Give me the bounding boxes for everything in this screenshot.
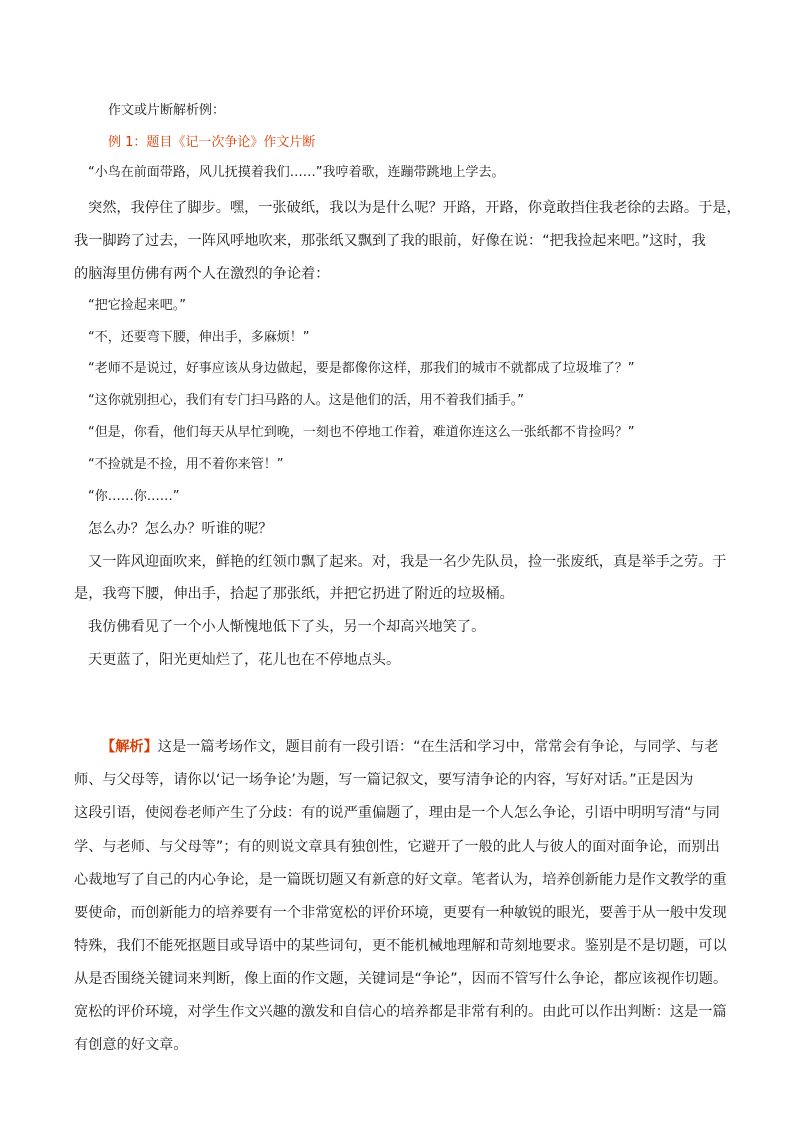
section-heading: 作文或片断解析例：: [108, 103, 226, 118]
story-line: 是，我弯下腰，伸出手，拾起了那张纸，并把它扔进了附近的垃圾桶。: [74, 586, 514, 602]
example-title: 例 1：题目《记一次争论》作文片断: [108, 135, 316, 150]
dialogue-line: “这你就别担心，我们有专门扫马路的人。这是他们的活，用不着我们插手。”: [88, 393, 524, 408]
dialogue-line: “你……你……”: [88, 489, 180, 504]
story-line: 突然，我停住了脚步。嘿，一张破纸，我以为是什么呢？开路，开路，你竟敢挡住我老徐的去路。于是，: [88, 200, 741, 216]
dialogue-line: “把它捡起来吧。”: [88, 298, 186, 313]
dialogue-line: “不捡就是不捡，用不着你来管！”: [88, 457, 284, 472]
analysis-label: 【解析】: [101, 739, 158, 755]
analysis-line: 要使命，而创新能力的培养要有一个非常宽松的评价环境，更要有一种敏锐的眼光，要善于从一般中发现: [74, 905, 727, 921]
story-line: 怎么办？怎么办？听谁的呢？: [88, 521, 273, 537]
story-line: “小鸟在前面带路，风儿抚摸着我们……”我哼着歌，连蹦带跳地上学去。: [88, 165, 505, 180]
dialogue-line: “老师不是说过，好事应该从身边做起，要是都像你这样，那我们的城市不就都成了垃圾堆了？”: [88, 361, 635, 376]
dialogue-line: “但是，你看，他们每天从早忙到晚，一刻也不停地工作着，难道你连这么一张纸都不肯捡吗？”: [88, 425, 635, 440]
story-line: 我一脚跨了过去，一阵风呼地吹来，那张纸又飘到了我的眼前，好像在说：“把我捡起来吧。”这时，我: [74, 233, 706, 249]
story-line: 天更蓝了，阳光更灿烂了，花儿也在不停地点头。: [88, 652, 401, 668]
analysis-line: 学、与老师、与父母等”；有的则说文章具有独创性，它避开了一般的此人与彼人的面对面争论，而别出: [74, 839, 720, 855]
analysis-line: 特殊，我们不能死抠题目或导语中的某些词句，更不能机械地理解和苛刻地要求。鉴别是不是切题，可以: [74, 938, 727, 954]
analysis-line: 这段引语，使阅卷老师产生了分歧：有的说严重偏题了，理由是一个人怎么争论，引语中明明写清“与同: [74, 805, 720, 821]
dialogue-line: “不，还要弯下腰，伸出手，多麻烦！”: [88, 330, 310, 345]
analysis-line: 从是否围绕关键词来判断，像上面的作文题，关键词是“争论”，因而不管写什么争论，都应该视作切题。: [74, 971, 728, 987]
analysis-text: 这是一篇考场作文，题目前有一段引语：“在生活和学习中，常常会有争论，与同学、与老: [157, 739, 719, 755]
story-line: 的脑海里仿佛有两个人在激烈的争论着：: [74, 266, 330, 282]
analysis-first-line: [101, 737, 718, 757]
analysis-line: 师、与父母等，请你以‘记一场争论’为题，写一篇记叙文，要写清争论的内容，写好对话。”正是因为: [74, 772, 694, 788]
analysis-line: 宽松的评价环境，对学生作文兴趣的激发和自信心的培养都是非常有利的。由此可以作出判断：这是一篇: [74, 1004, 727, 1020]
story-line: 又一阵风迎面吹来，鲜艳的红领巾飘了起来。对，我是一名少先队员，捡一张废纸，真是举手之劳。于: [88, 554, 727, 570]
story-line: 我仿佛看见了一个小人惭愧地低下了头，另一个却高兴地笑了。: [88, 619, 486, 635]
analysis-line: 心裁地写了自己的内心争论，是一篇既切题又有新意的好文章。笔者认为，培养创新能力是作文教学的重: [74, 872, 727, 888]
analysis-line: 有创意的好文章。: [74, 1037, 188, 1053]
